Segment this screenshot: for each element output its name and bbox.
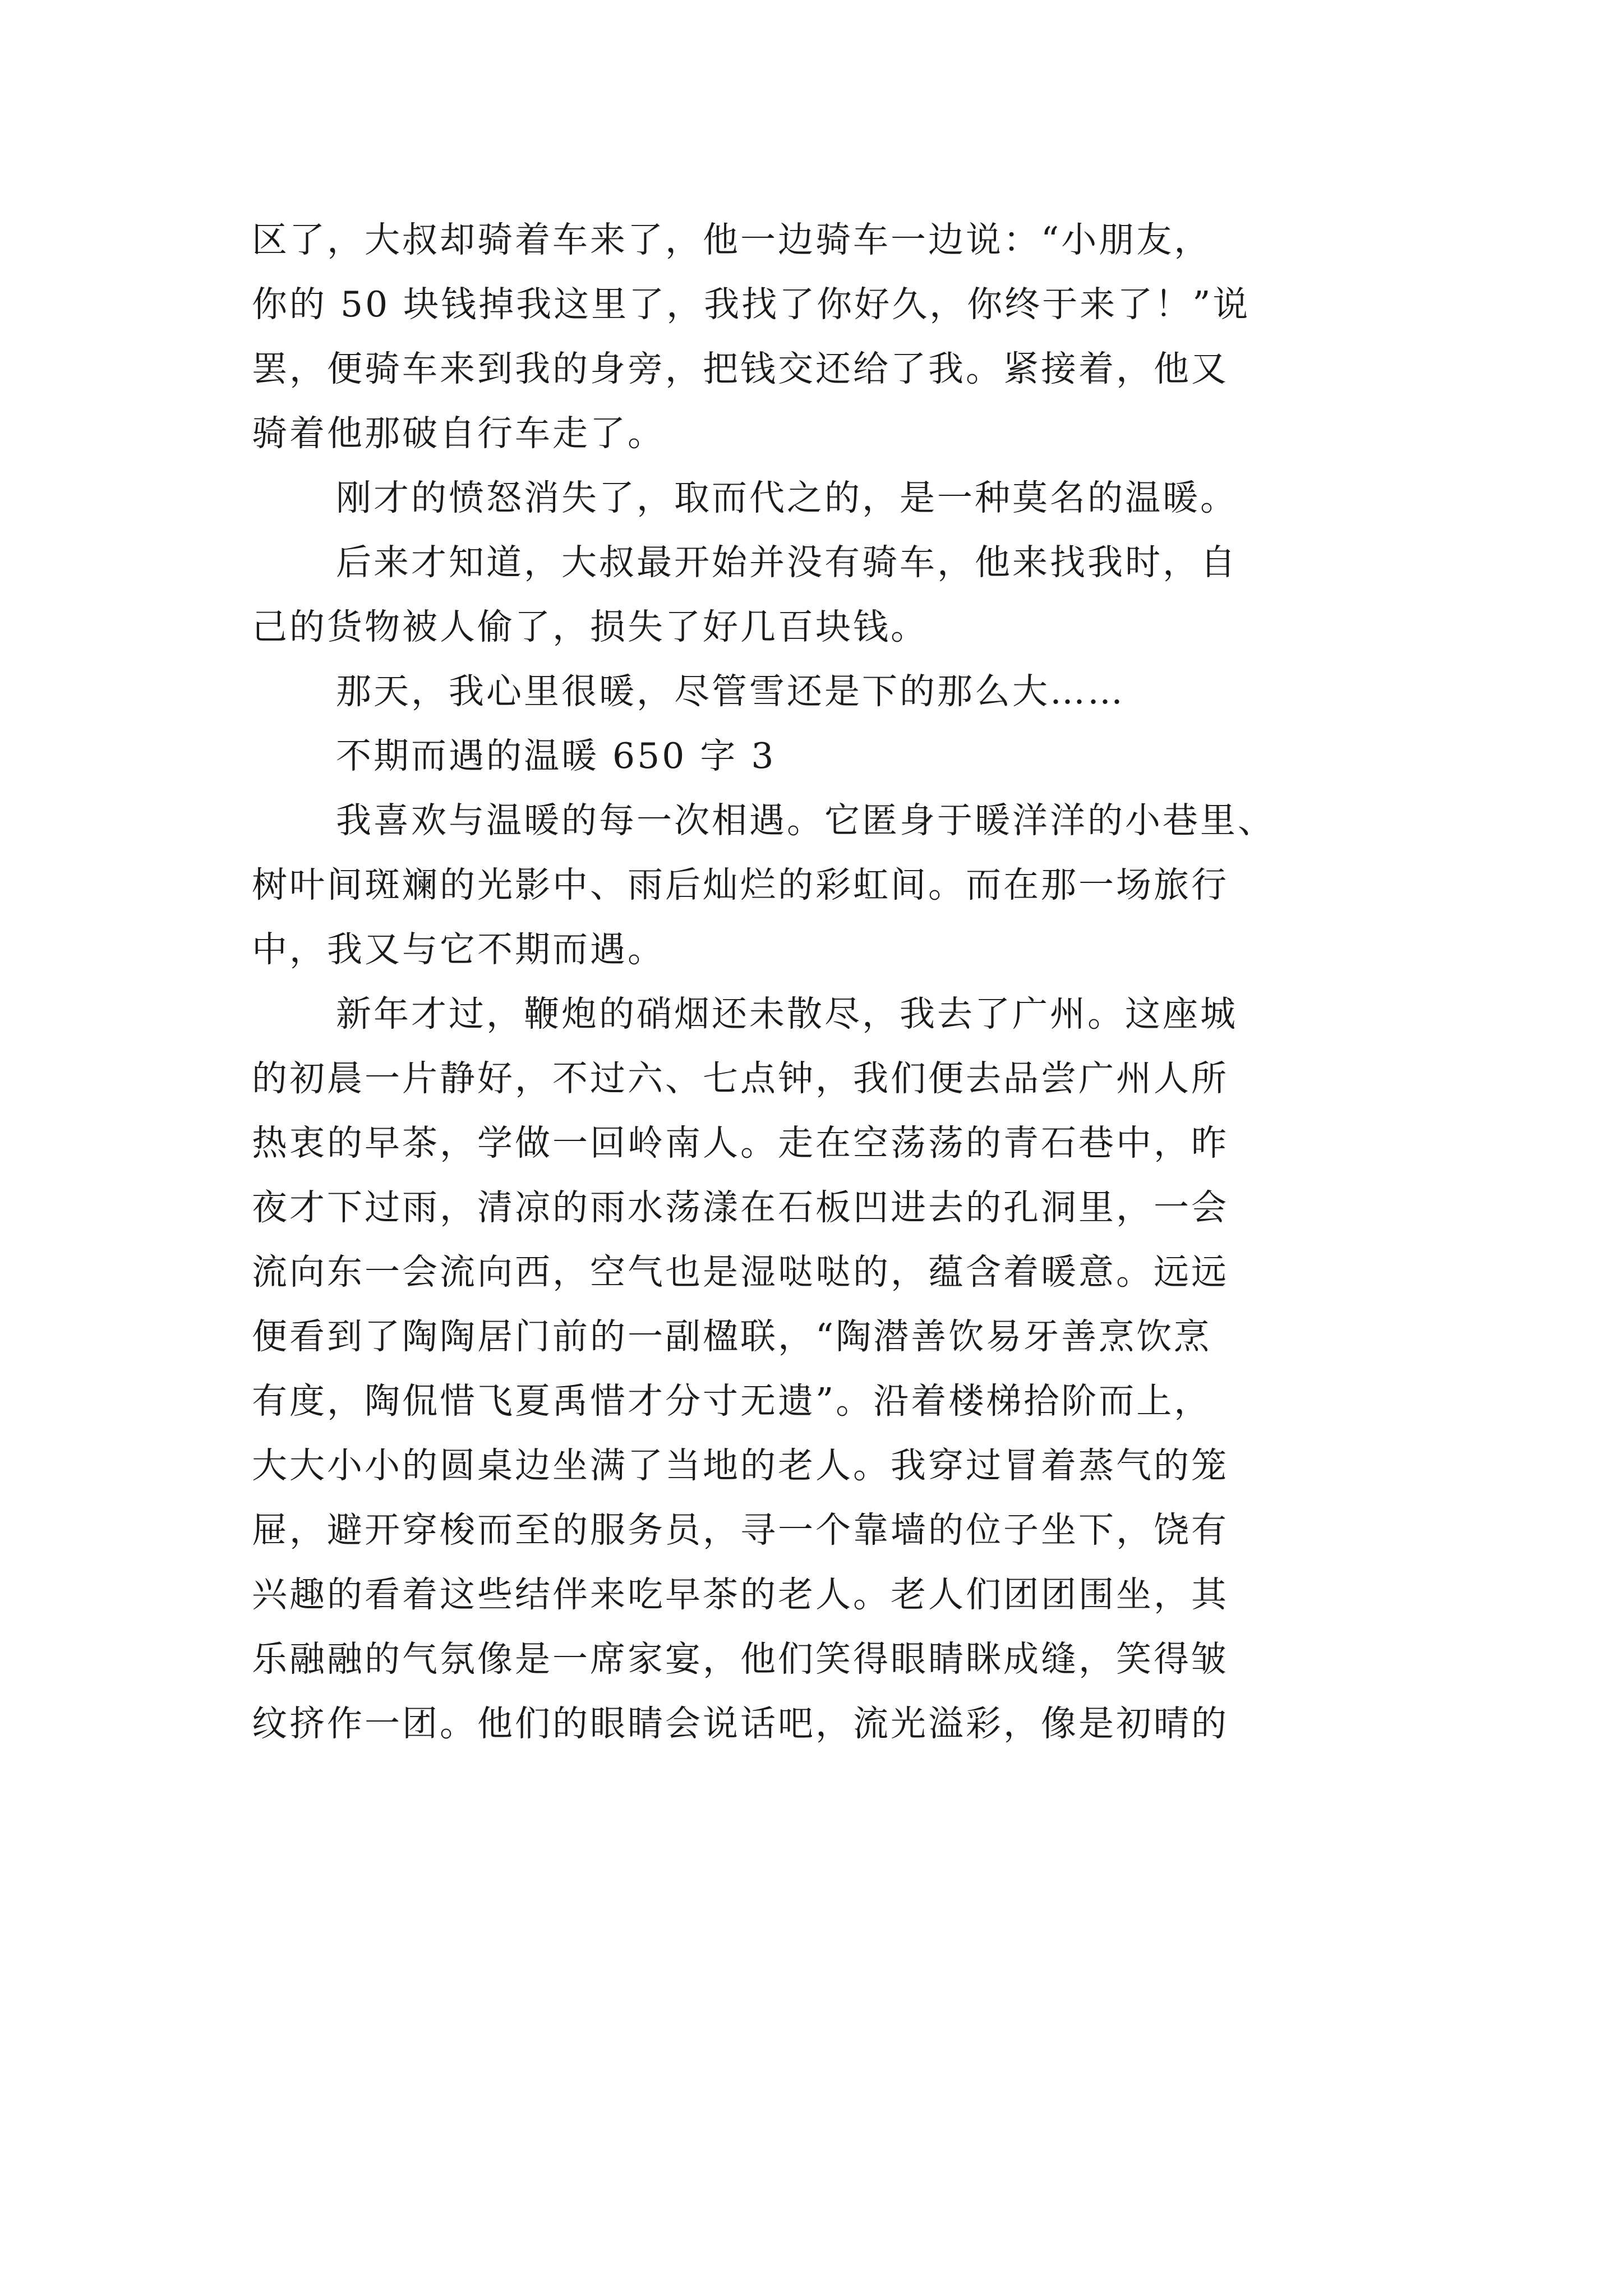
- text-line: 刚才的愤怒消失了，取而代之的，是一种莫名的温暖。: [336, 477, 1238, 518]
- text-line: 夜才下过雨，清凉的雨水荡漾在石板凹进去的孔洞里，一会: [252, 1187, 1229, 1228]
- section-heading: 不期而遇的温暖 650 字 3: [336, 735, 776, 776]
- text-line: 热衷的早茶，学做一回岭南人。走在空荡荡的青石巷中，昨: [252, 1122, 1229, 1163]
- text-line: 的初晨一片静好，不过六、七点钟，我们便去品尝广州人所: [252, 1058, 1229, 1099]
- text-line: 新年才过，鞭炮的硝烟还未散尽，我去了广州。这座城: [336, 993, 1238, 1034]
- text-line: 骑着他那破自行车走了。: [252, 413, 665, 454]
- text-line: 区了，大叔却骑着车来了，他一边骑车一边说：“小朋友，: [252, 219, 1212, 260]
- text-line: 乐融融的气氛像是一席家宴，他们笑得眼睛眯成缝，笑得皱: [252, 1639, 1229, 1680]
- text-line: 流向东一会流向西，空气也是湿哒哒的，蕴含着暖意。远远: [252, 1251, 1229, 1292]
- text-line: 中，我又与它不期而遇。: [252, 929, 665, 970]
- text-line: 己的货物被人偷了，损失了好几百块钱。: [252, 606, 928, 647]
- text-line: 纹挤作一团。他们的眼睛会说话吧，流光溢彩，像是初晴的: [252, 1703, 1229, 1744]
- text-line: 你的 50 块钱掉我这里了，我找了你好久，你终于来了！”说: [252, 284, 1251, 325]
- text-line: 后来才知道，大叔最开始并没有骑车，他来找我时，自: [336, 542, 1238, 583]
- text-line: 树叶间斑斓的光影中、雨后灿烂的彩虹间。而在那一场旅行: [252, 864, 1229, 905]
- text-line: 有度，陶侃惜飞夏禹惜才分寸无遗”。沿着楼梯拾阶而上，: [252, 1381, 1212, 1421]
- text-line: 便看到了陶陶居门前的一副楹联，“陶潜善饮易牙善烹饮烹: [252, 1316, 1212, 1357]
- text-line: 罢，便骑车来到我的身旁，把钱交还给了我。紧接着，他又: [252, 348, 1229, 389]
- text-line: 那天，我心里很暖，尽管雪还是下的那么大……: [336, 671, 1125, 712]
- text-line: 兴趣的看着这些结伴来吃早茶的老人。老人们团团围坐，其: [252, 1574, 1229, 1615]
- text-line: 大大小小的圆桌边坐满了当地的老人。我穿过冒着蒸气的笼: [252, 1445, 1229, 1486]
- body-text: [252, 208, 1379, 1756]
- text-line: 屉，避开穿梭而至的服务员，寻一个靠墙的位子坐下，饶有: [252, 1510, 1229, 1550]
- text-line: 我喜欢与温暖的每一次相遇。它匿身于暖洋洋的小巷里、: [336, 800, 1275, 841]
